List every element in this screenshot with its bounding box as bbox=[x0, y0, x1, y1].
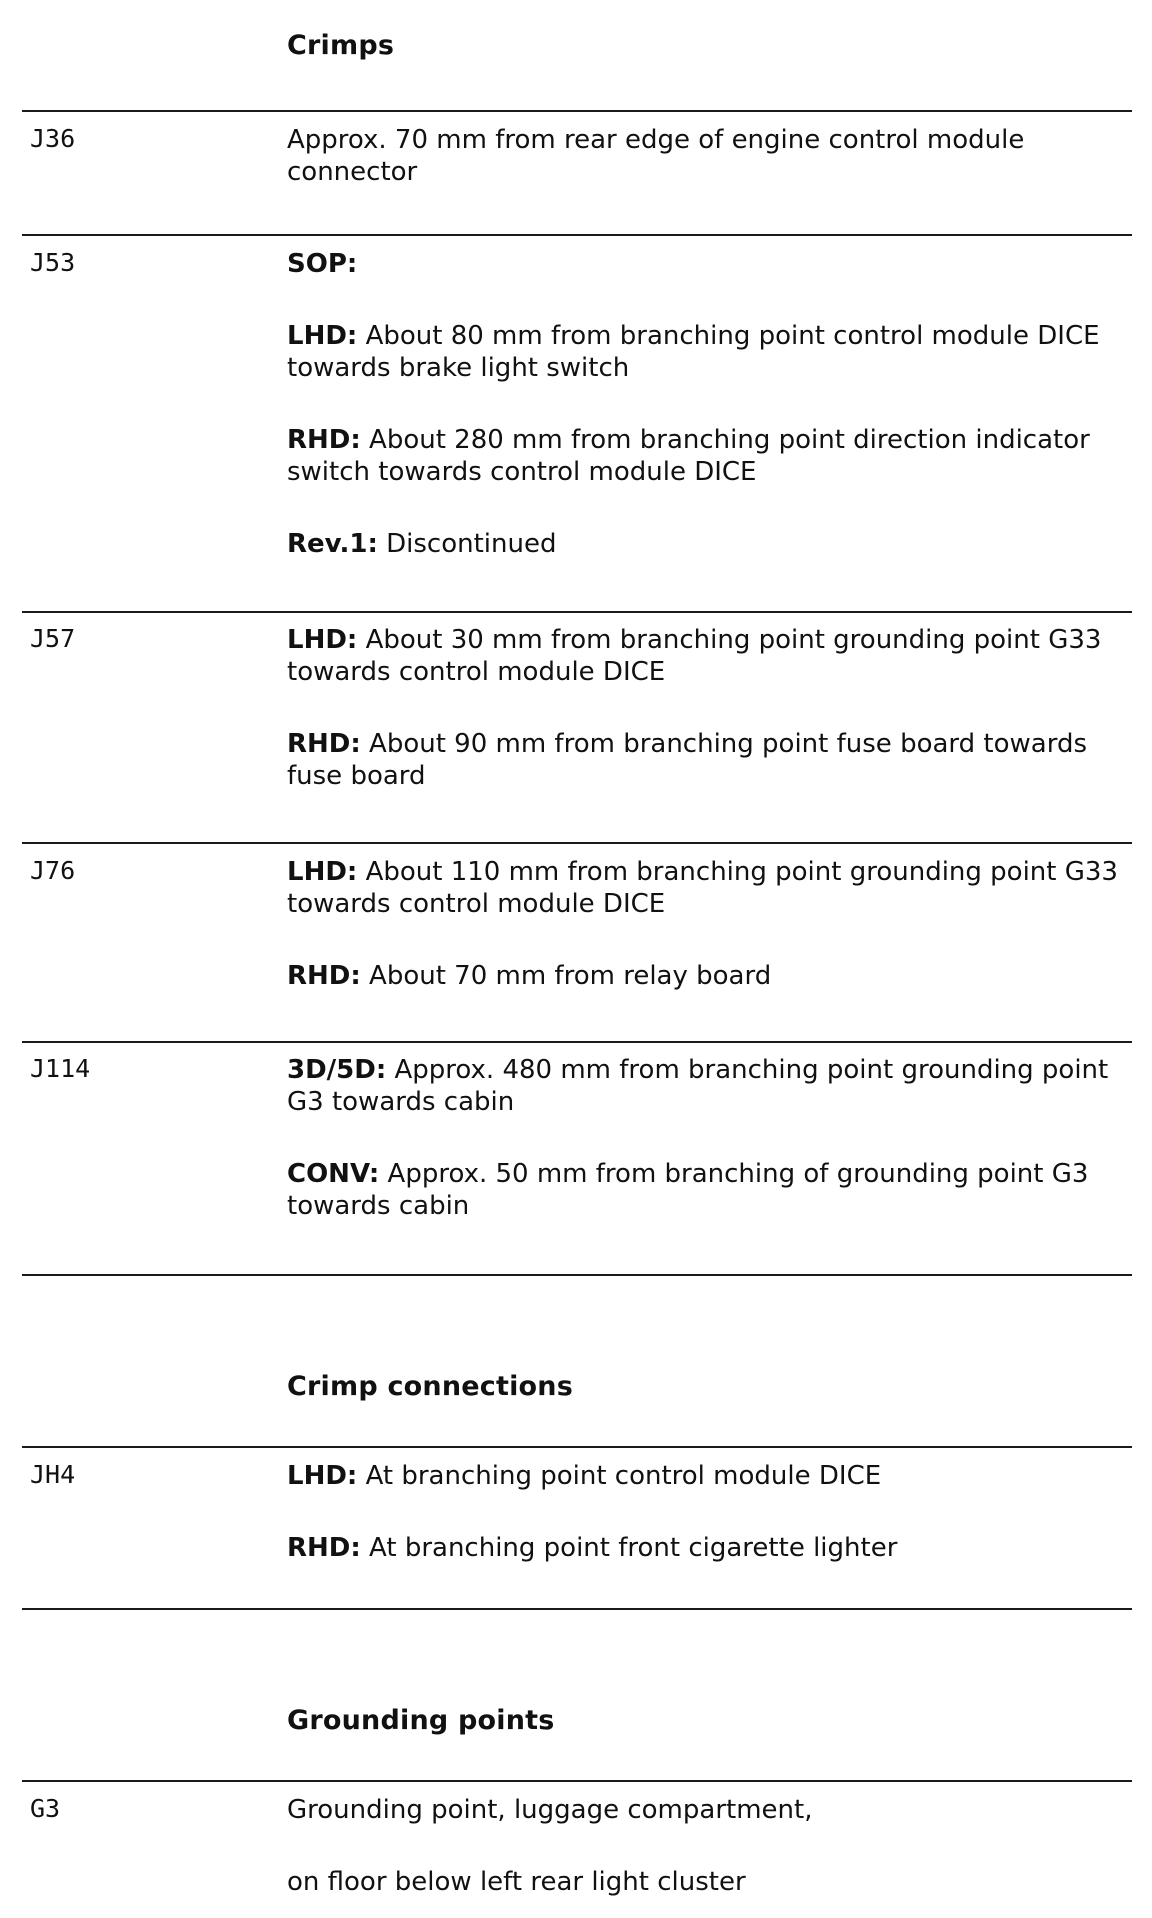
divider bbox=[22, 1274, 1132, 1276]
section-title-grounding-points: Grounding points bbox=[287, 1705, 555, 1736]
row-code: J114 bbox=[30, 1054, 91, 1083]
divider bbox=[22, 110, 1132, 112]
description-paragraph: 3D/5D: Approx. 480 mm from branching point grounding point G3 towards cabin bbox=[287, 1055, 1109, 1117]
description-paragraph: LHD: About 80 mm from branching point control module DICE towards brake light switch bbox=[287, 321, 1100, 383]
divider bbox=[22, 611, 1132, 613]
divider bbox=[22, 234, 1132, 236]
divider bbox=[22, 1780, 1132, 1782]
description-paragraph: SOP: bbox=[287, 249, 358, 279]
row-description bbox=[287, 124, 1132, 188]
description-paragraph: LHD: At branching point control module DICE bbox=[287, 1461, 882, 1491]
description-paragraph: Approx. 70 mm from rear edge of engine control module connector bbox=[287, 125, 1025, 187]
description-paragraph: RHD: At branching point front cigarette lighter bbox=[287, 1533, 898, 1563]
row-description bbox=[287, 1794, 1132, 1898]
divider bbox=[22, 1446, 1132, 1448]
row-description bbox=[287, 248, 1132, 560]
description-paragraph: Grounding point, luggage compartment, bbox=[287, 1795, 813, 1825]
description-paragraph: on floor below left rear light cluster bbox=[287, 1867, 746, 1897]
row-code: JH4 bbox=[30, 1460, 76, 1489]
description-paragraph: RHD: About 90 mm from branching point fuse board towards fuse board bbox=[287, 729, 1087, 791]
description-paragraph: Rev.1: Discontinued bbox=[287, 529, 557, 559]
row-code: J57 bbox=[30, 624, 76, 653]
row-description bbox=[287, 1054, 1132, 1222]
section-title-crimp-connections: Crimp connections bbox=[287, 1371, 573, 1402]
divider bbox=[22, 1041, 1132, 1043]
divider bbox=[22, 842, 1132, 844]
description-paragraph: RHD: About 70 mm from relay board bbox=[287, 961, 772, 991]
row-code: J36 bbox=[30, 124, 76, 153]
row-code: J53 bbox=[30, 248, 76, 277]
row-code: J76 bbox=[30, 856, 76, 885]
row-description bbox=[287, 1460, 1132, 1564]
description-paragraph: RHD: About 280 mm from branching point direction indicator switch towards control module DICE bbox=[287, 425, 1090, 487]
row-code: G3 bbox=[30, 1794, 61, 1823]
section-title-crimps: Crimps bbox=[287, 30, 395, 61]
description-paragraph: CONV: Approx. 50 mm from branching of grounding point G3 towards cabin bbox=[287, 1159, 1089, 1221]
divider bbox=[22, 1608, 1132, 1610]
row-description bbox=[287, 624, 1132, 792]
description-paragraph: LHD: About 110 mm from branching point grounding point G33 towards control module DICE bbox=[287, 857, 1118, 919]
description-paragraph: LHD: About 30 mm from branching point grounding point G33 towards control module DICE bbox=[287, 625, 1102, 687]
row-description bbox=[287, 856, 1132, 992]
